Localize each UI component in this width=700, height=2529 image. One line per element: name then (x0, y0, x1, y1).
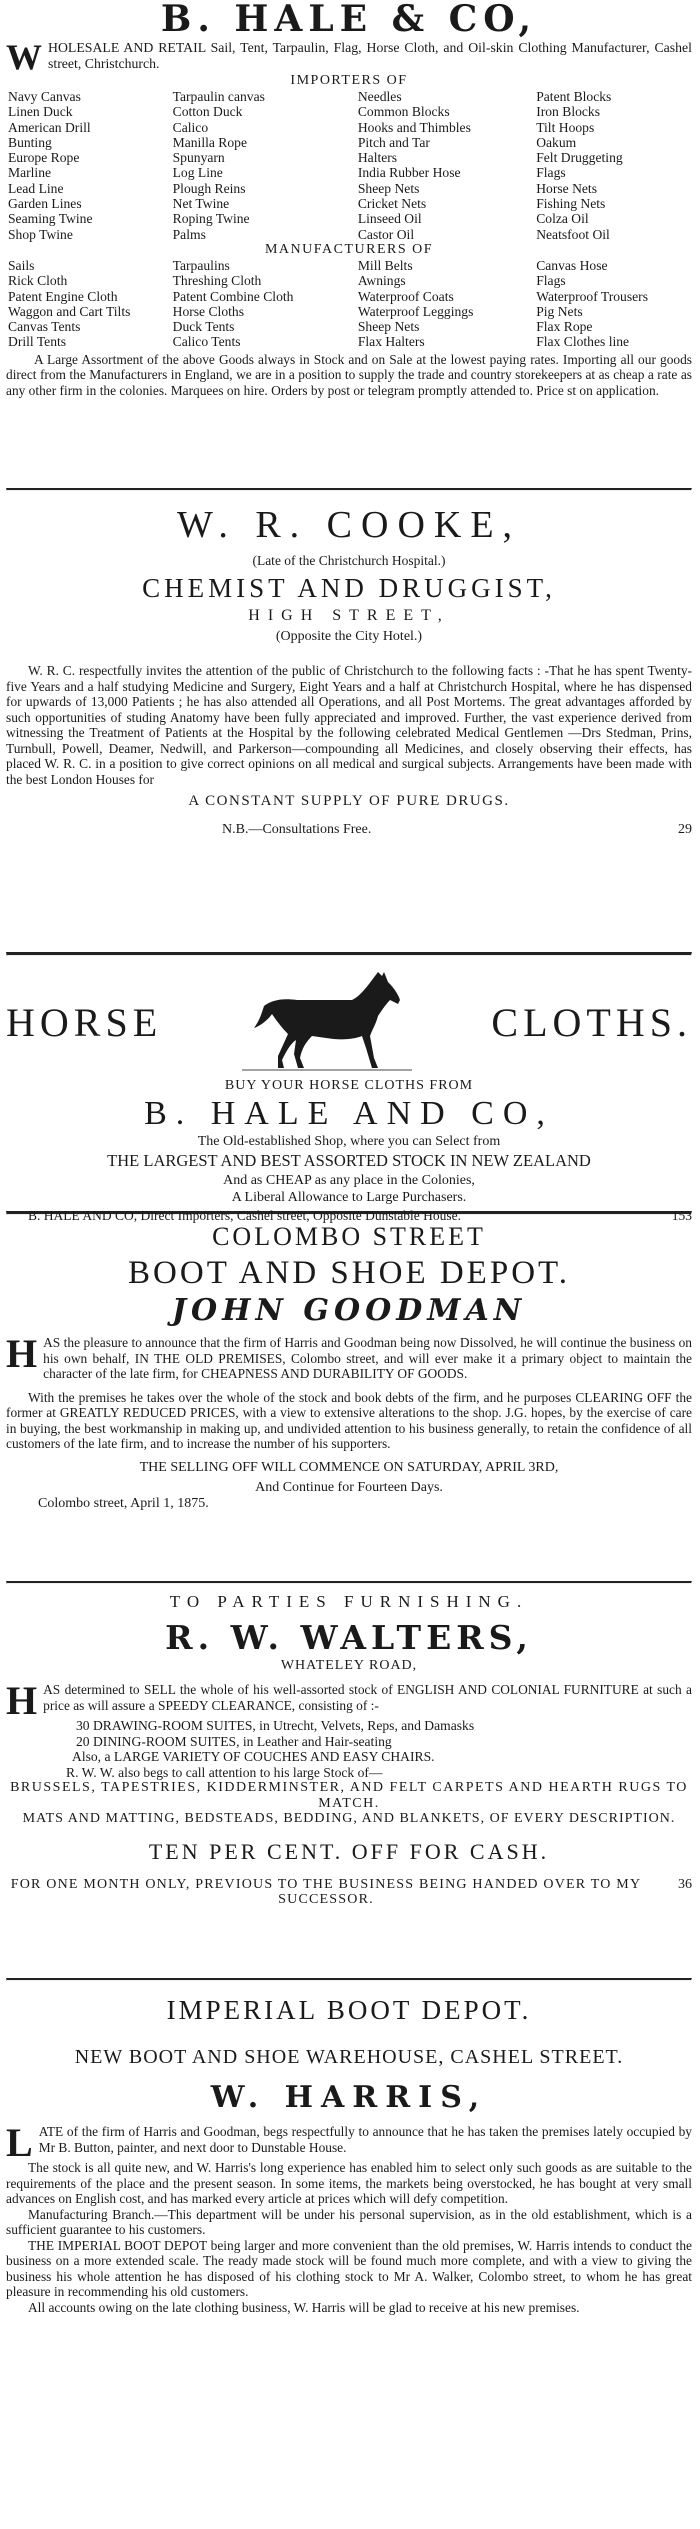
cooke-street: HIGH STREET, (248, 607, 450, 624)
list-item: Drill Tents (8, 334, 67, 350)
list-item: Log Line (172, 165, 223, 181)
list-item: Sails (8, 257, 35, 273)
harris-body4: THE IMPERIAL BOOT DEPOT being larger and more convenient than the old premises, W. Harris intends to conduct the business on a more extended scale. The ready made stock will be found much more complete, and with a view to giving the business his whole attention he has disposed of his clothing stock to Mr A. Walker, Colombo street, to whom he has great pleasure in recommending his old customers. (6, 2237, 692, 2299)
list-item: India Rubber Hose (357, 165, 461, 181)
list-item: Cotton Duck (172, 104, 243, 120)
list-item: Sheep Nets (357, 319, 420, 335)
walters-ad-number: 36 (678, 1876, 692, 1892)
hale-intro: HOLESALE AND RETAIL Sail, Tent, Tarpaulin, Flag, Horse Cloth, and Oil-skin Clothing Manufacturer, Cashel street, Christchurch. (48, 40, 692, 71)
list-item: Colza Oil (536, 211, 589, 227)
list-item: Linen Duck (8, 104, 73, 120)
cooke-opposite: (Opposite the City Hotel.) (275, 629, 423, 644)
horse-cloths-ad (6, 956, 692, 1223)
list-item: Canvas Hose (536, 257, 608, 273)
cooke-ad-number: 29 (678, 822, 692, 837)
list-item: Flax Rope (536, 319, 593, 335)
list-item: Neatsfoot Oil (536, 226, 610, 242)
manufacturers-heading: MANUFACTURERS OF (264, 241, 434, 257)
horse-icon (242, 970, 412, 1074)
list-item: Waterproof Leggings (357, 303, 474, 319)
horse-firm: B. HALE AND CO, (144, 1095, 554, 1132)
harris-body3: Manufacturing Branch.—This department will be under his personal supervision, as in the old establishment, which is a sufficient guarantee to his customers. (6, 2206, 692, 2237)
importers-row (6, 227, 692, 242)
list-item: Palms (172, 226, 206, 242)
list-item: Needles (357, 89, 402, 104)
walters-discount: TEN PER CENT. OFF FOR CASH. (148, 1838, 550, 1864)
list-item: Marline (8, 165, 52, 181)
list-item: Tarpaulin canvas (172, 89, 265, 104)
walters-dropcap: H (6, 1678, 38, 1723)
list-item: Iron Blocks (536, 104, 601, 120)
list-item: Flags (536, 273, 566, 289)
harris-boot-ad (6, 1981, 692, 2481)
list-item: Fishing Nets (536, 196, 606, 212)
manufacturers-row (6, 289, 692, 304)
list-item: Felt Druggeting (536, 150, 623, 166)
walters-furniture-ad (6, 1584, 692, 1978)
list-item: Duck Tents (172, 319, 235, 335)
horse-largest: THE LARGEST AND BEST ASSORTED STOCK IN NEW ZEALAND (107, 1151, 591, 1170)
importers-heading: IMPORTERS OF (290, 73, 408, 88)
hale-body: A Large Assortment of the above Goods always in Stock and on Sale at the lowest paying rates. Importing all our goods direct from the Manufacturers in England, we are in a position to supply the trade and country storekeepers at as cheap a rate as any other firm in the colonies. Marquees on hire. Orders by post or telegram promptly attended to. Price st on application. (6, 351, 692, 398)
walters-item: R. W. W. also begs to call attention to his large Stock of— (66, 1764, 383, 1780)
manufacturers-row (6, 334, 692, 349)
walters-to: TO PARTIES FURNISHING. (169, 1592, 529, 1611)
list-item: Calico Tents (172, 334, 241, 350)
list-item: Waterproof Coats (357, 288, 454, 304)
list-item: Mill Belts (357, 257, 413, 273)
list-item: Halters (357, 150, 398, 166)
horse-ad-number: 153 (671, 1208, 692, 1223)
hale-intro-dropcap: W (6, 37, 42, 77)
walters-brussels: BRUSSELS, TAPESTRIES, KIDDERMINSTER, AND FELT CARPETS AND HEARTH RUGS TO MATCH. (10, 1780, 688, 1811)
harris-body5: All accounts owing on the late clothing business, W. Harris will be glad to receive at his new premises. (28, 2299, 580, 2315)
cloths-word: CLOTHS. (491, 999, 692, 1045)
goodman-boot-ad (6, 1215, 692, 1581)
list-item: Awnings (357, 273, 406, 289)
importers-row (6, 181, 692, 196)
walters-name: R. W. WALTERS, (165, 1618, 533, 1657)
harris-body2: The stock is all quite new, and W. Harris's long experience has enabled him to select only such goods as are suitable to the requirements of the place and the present season. In some items, the markets being overstocked, he has bought at very small advances on English cost, and has marked every article at prices which will defy competition. (6, 2160, 692, 2206)
list-item: Net Twine (172, 196, 230, 212)
importers-row (6, 211, 692, 226)
importers-row (6, 135, 692, 150)
list-item: Spunyarn (172, 150, 225, 166)
list-item: Pig Nets (536, 303, 583, 319)
list-item: Flax Clothes line (536, 334, 630, 350)
list-item: Oakum (536, 134, 577, 150)
walters-mats: MATS AND MATTING, BEDSTEADS, BEDDING, AND BLANKETS, OF EVERY DESCRIPTION. (22, 1811, 676, 1826)
harris-name: W. HARRIS, (210, 2080, 488, 2115)
cooke-chemist-ad (6, 491, 692, 952)
cooke-body: W. R. C. respectfully invites the attention of the public of Christchurch to the following facts : -That he has spent Twenty-five Years and a half studying Medicine and Surgery, Eight Years and a half at Christchurch Hospital, where he has dispensed for upwards of 13,000 Patients ; he has also attended all Operations, and all Post Mortems. The great advantages afforded by such opportunities of studing Anatomy have been fully appreciated and improved. Further, the vast experience derived from witnessing the Treatment of Patients at the Hospital by the following celebrated Medical Gentlemen —Drs Stedman, Prins, Turnbull, Powell, Deamer, Nedwill, and Parkerson—compounding all Medicines, and closely observing their effects, has placed W. R. C. in a position to give correct opinions on all medical and surgical subjects. Arrangements have been made with the best London Houses for (6, 663, 692, 787)
cooke-nb: N.B.—Consultations Free. (222, 822, 372, 837)
horse-old-shop: The Old-established Shop, where you can Select from (197, 1134, 501, 1149)
list-item: Common Blocks (357, 104, 450, 120)
list-item: Patent Combine Cloth (172, 288, 294, 304)
importers-row (6, 165, 692, 180)
horse-cheap: And as CHEAP as any place in the Colonies, (223, 1173, 475, 1188)
walters-item: Also, a LARGE VARIETY OF COUCHES AND EASY CHAIRS. (72, 1749, 435, 1764)
list-item: Flags (536, 165, 566, 181)
harris-sub: NEW BOOT AND SHOE WAREHOUSE, CASHEL STREET. (74, 2046, 624, 2068)
cooke-profession: CHEMIST AND DRUGGIST, (142, 573, 556, 603)
list-item: Canvas Tents (8, 319, 81, 335)
importers-row (6, 150, 692, 165)
harris-body1: ATE of the firm of Harris and Goodman, begs respectfully to announce that he has taken the premises lately occupied by Mr B. Button, painter, and next door to Dunstable House. (38, 2124, 692, 2155)
list-item: Shop Twine (8, 226, 73, 242)
list-item: Tarpaulins (172, 257, 230, 273)
importers-row (6, 196, 692, 211)
cooke-supply: A CONSTANT SUPPLY OF PURE DRUGS. (188, 793, 510, 809)
list-item: Waggon and Cart Tilts (8, 303, 131, 319)
list-item: Flax Halters (357, 334, 425, 350)
hale-title: B. HALE & CO, (160, 0, 538, 40)
list-item: Bunting (8, 134, 52, 150)
harris-heading: IMPERIAL BOOT DEPOT. (166, 1995, 532, 2025)
horse-word: HORSE (6, 999, 163, 1045)
list-item: Waterproof Trousers (536, 288, 648, 304)
list-item: Cricket Nets (357, 196, 427, 212)
list-item: Manilla Rope (172, 134, 247, 150)
walters-road: WHATELEY ROAD, (280, 1658, 418, 1673)
importers-row (6, 89, 692, 104)
list-item: Europe Rope (8, 150, 80, 166)
list-item: Castor Oil (357, 226, 415, 242)
cooke-title: W. R. COOKE, (176, 504, 522, 546)
list-item: Threshing Cloth (172, 273, 262, 289)
list-item: Rick Cloth (8, 273, 68, 289)
walters-items (6, 1718, 692, 1780)
walters-item: 20 DINING-ROOM SUITES, in Leather and Hair-seating (76, 1733, 392, 1749)
importers-row (6, 120, 692, 135)
list-item: American Drill (8, 119, 91, 135)
list-item: Sheep Nets (357, 180, 420, 196)
manufacturers-row (6, 273, 692, 288)
walters-body: AS determined to SELL the whole of his well-assorted stock of ENGLISH AND COLONIAL FURNITURE at such a price as will assure a SPEEDY CLEARANCE, consisting of :- (43, 1682, 692, 1713)
list-item: Navy Canvas (8, 89, 81, 104)
goodman-continue: And Continue for Fourteen Days. (255, 1479, 443, 1495)
harris-dropcap: L (6, 2120, 33, 2165)
horse-buy: BUY YOUR HORSE CLOTHS FROM (224, 1078, 474, 1093)
walters-item: 30 DRAWING-ROOM SUITES, in Utrecht, Velvets, Reps, and Damasks (76, 1718, 475, 1733)
importers-row (6, 104, 692, 119)
manufacturers-row (6, 258, 692, 273)
list-item: Hooks and Thimbles (357, 119, 471, 135)
goodman-body1: AS the pleasure to announce that the firm of Harris and Goodman being now Dissolved, he will continue the business on his own behalf, IN THE OLD PREMISES, Colombo street, and will ever make it a primary object to maintain the character of the late firm, for CHEAPNESS AND DURABILITY OF GOODS. (43, 1335, 692, 1381)
horse-allowance: A Liberal Allowance to Large Purchasers. (231, 1190, 467, 1205)
list-item: Garden Lines (8, 196, 82, 212)
cooke-late-of: (Late of the Christchurch Hospital.) (252, 553, 446, 568)
goodman-body2: With the premises he takes over the whole of the stock and book debts of the firm, and he purposes CLEARING OFF the former at GREATLY REDUCED PRICES, with a view to extensive alterations to the shop. J.G. hopes, by the exercise of care in buying, the best workmanship in making up, and undivided attention to his business generally, to retain the confidence of all customers of the late firm, and to increase the number of his supporters. (6, 1389, 692, 1451)
list-item: Lead Line (8, 180, 64, 196)
goodman-heading: BOOT AND SHOE DEPOT. (128, 1255, 570, 1291)
goodman-date: Colombo street, April 1, 1875. (38, 1495, 209, 1511)
list-item: Patent Engine Cloth (8, 288, 118, 304)
manufacturers-table (6, 258, 692, 350)
list-item: Roping Twine (172, 211, 250, 227)
walters-month: FOR ONE MONTH ONLY, PREVIOUS TO THE BUSINESS BEING HANDED OVER TO MY SUCCESSOR. (10, 1876, 642, 1907)
list-item: Seaming Twine (8, 211, 93, 227)
manufacturers-row (6, 319, 692, 334)
list-item: Tilt Hoops (536, 119, 595, 135)
list-item: Patent Blocks (536, 89, 612, 104)
list-item: Horse Cloths (172, 303, 244, 319)
manufacturers-row (6, 304, 692, 319)
goodman-street: COLOMBO STREET (212, 1222, 486, 1251)
list-item: Horse Nets (536, 180, 597, 196)
list-item: Linseed Oil (357, 211, 422, 227)
goodman-selling: THE SELLING OFF WILL COMMENCE ON SATURDAY, APRIL 3RD, (139, 1459, 559, 1475)
horse-address: B. HALE AND CO, Direct Importers, Cashel street, Opposite Dunstable House. (28, 1208, 462, 1223)
hale-wholesale-ad (6, 0, 692, 488)
list-item: Pitch and Tar (357, 134, 430, 150)
goodman-name: JOHN GOODMAN (171, 1293, 527, 1328)
goodman-dropcap: H (6, 1331, 38, 1376)
importers-table (6, 89, 692, 242)
list-item: Plough Reins (172, 180, 246, 196)
list-item: Calico (172, 119, 209, 135)
